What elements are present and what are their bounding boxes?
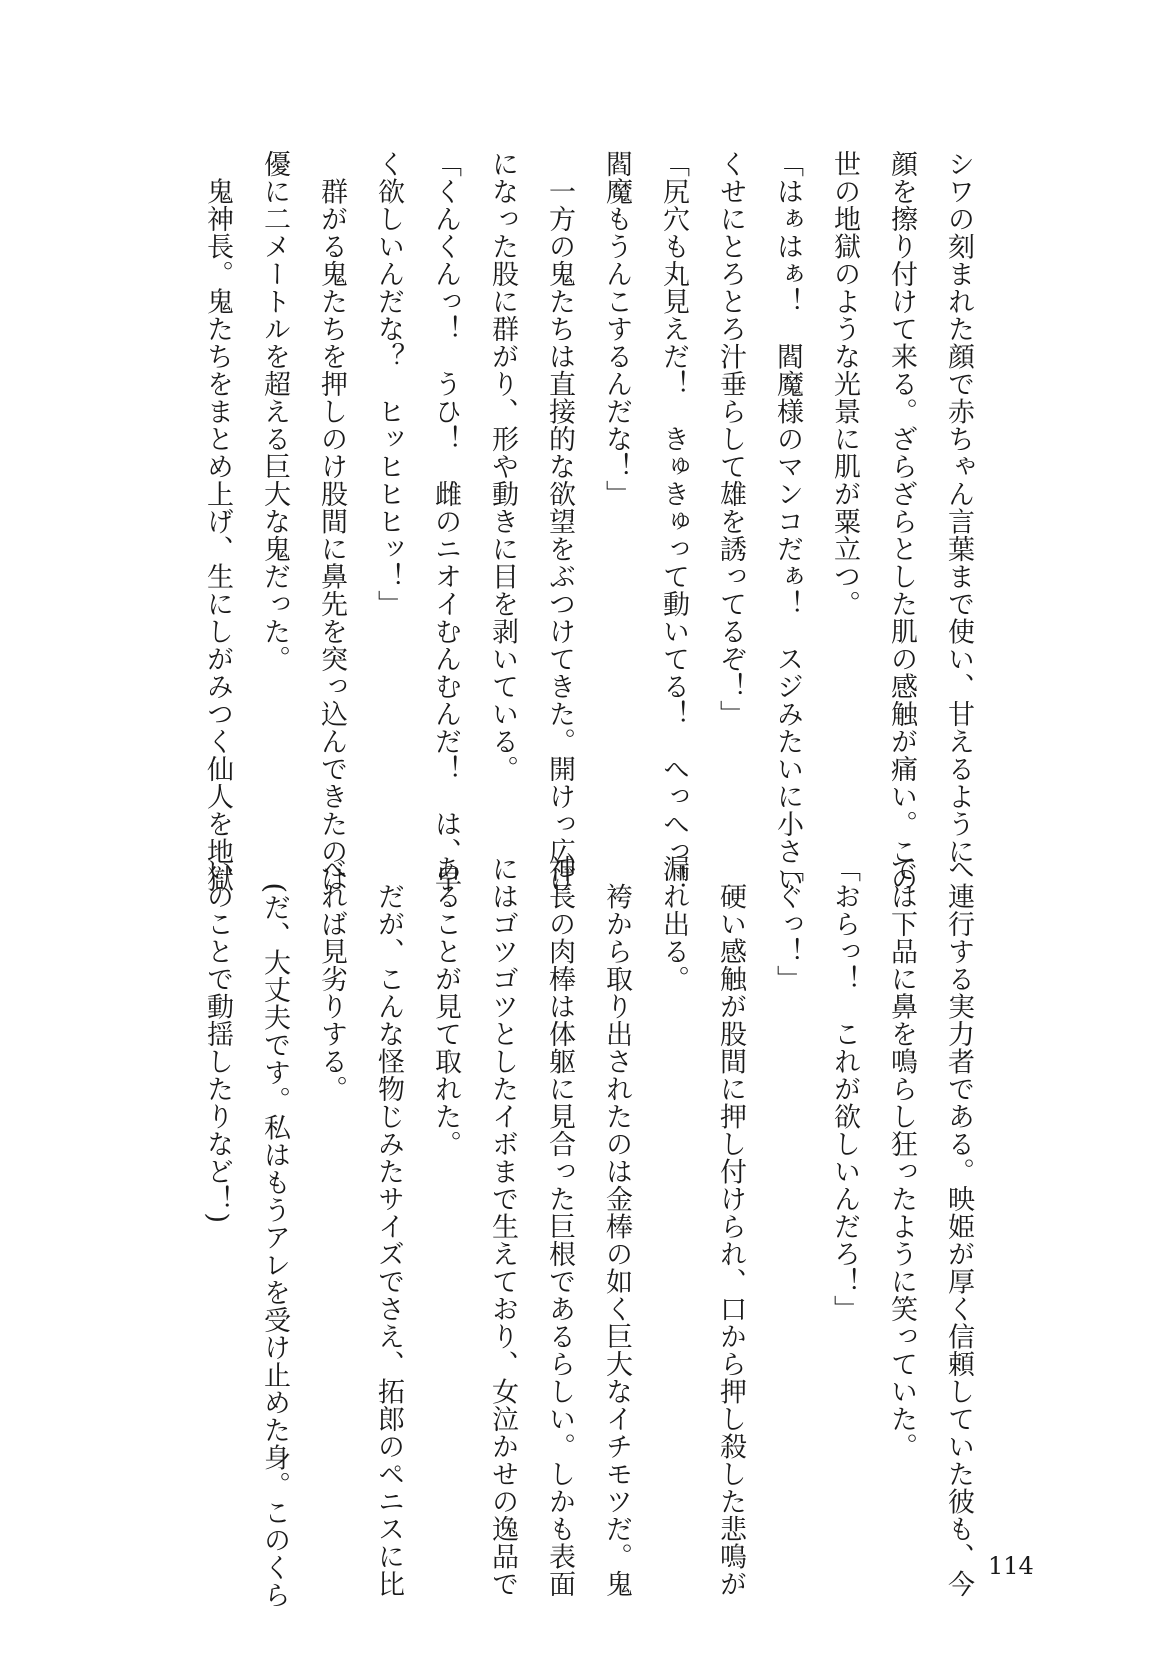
upper-line-4: 「はぁはぁ！ 閻魔様のマンコだぁ！ スジみたいに小さい xyxy=(772,150,803,893)
upper-line-6: 「尻穴も丸見えだ！ きゅきゅって動いてる！ へっへっ！ xyxy=(658,150,689,893)
lower-line-2: では下品に鼻を鳴らし狂ったように笑っていた。 xyxy=(886,855,917,1460)
upper-line-12: 群がる鬼たちを押しのけ股間に鼻先を突っ込んできたのは xyxy=(316,150,347,893)
lower-line-4: 「ぐっ！」 xyxy=(772,855,803,993)
upper-line-5: くせにとろとろ汁垂らして雄を誘ってるぞ！」 xyxy=(715,150,746,728)
upper-line-13: 優に二メートルを超える巨大な鬼だった。 xyxy=(259,150,290,673)
upper-line-9: になった股に群がり、形や動きに目を剥いている。 xyxy=(487,150,518,783)
upper-line-1: シワの刻まれた顔で赤ちゃん言葉まで使い、甘えるように xyxy=(943,150,974,865)
lower-line-6: 漏れ出る。 xyxy=(658,855,689,993)
upper-line-3: 世の地獄のような光景に肌が粟立つ。 xyxy=(829,150,860,618)
upper-line-2: 顔を擦り付けて来る。ざらざらとした肌の感触が痛い。この xyxy=(886,150,917,893)
lower-line-7: 袴から取り出されたのは金棒の如く巨大なイチモツだ。鬼 xyxy=(601,855,632,1598)
page-number: 114 xyxy=(988,1552,1034,1580)
lower-line-9: にはゴツゴツとしたイボまで生えており、女泣かせの逸品で xyxy=(487,855,518,1598)
lower-line-1: へ連行する実力者である。映姫が厚く信頼していた彼も、今 xyxy=(943,855,974,1598)
lower-line-5: 硬い感触が股間に押し付けられ、口から押し殺した悲鳴が xyxy=(715,855,746,1598)
upper-line-7: 閻魔もうんこするんだな！」 xyxy=(601,150,632,508)
upper-line-8: 一方の鬼たちは直接的な欲望をぶつけてきた。開けっ広げ xyxy=(544,150,575,893)
lower-line-3: 「おらっ！ これが欲しいんだろ！」 xyxy=(829,855,860,1323)
lower-line-11: だが、こんな怪物じみたサイズでさえ、拓郎のペニスに比 xyxy=(373,855,404,1598)
lower-line-8: 神長の肉棒は体躯に見合った巨根であるらしい。しかも表面 xyxy=(544,855,575,1598)
lower-line-10: あることが見て取れた。 xyxy=(430,855,461,1158)
lower-line-12: べれば見劣りする。 xyxy=(316,855,347,1103)
upper-line-11: く欲しいんだな？ ヒッヒヒヒッ！」 xyxy=(373,150,404,618)
lower-line-14: いのことで動揺したりなど！) xyxy=(202,855,233,1224)
upper-line-10: 「くんくんっ！ うひ！ 雌のニオイむんむんだ！ は、早 xyxy=(430,150,461,893)
upper-line-14: 鬼神長。鬼たちをまとめ上げ、生にしがみつく仙人を地獄 xyxy=(202,150,233,893)
lower-line-13: (だ、大丈夫です。私はもうアレを受け止めた身。このくら xyxy=(259,855,290,1609)
